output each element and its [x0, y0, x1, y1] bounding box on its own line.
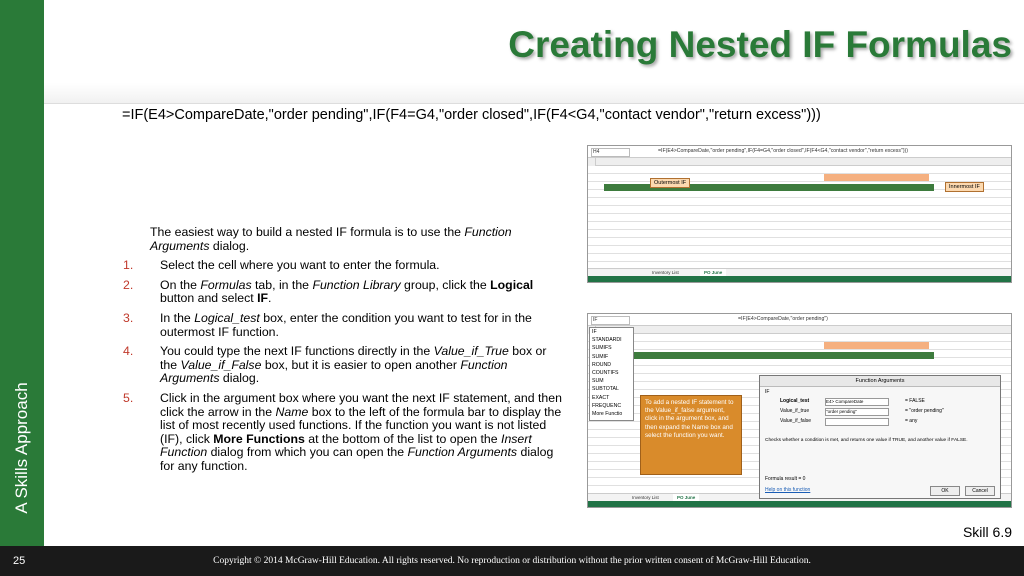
recent-functions-list	[589, 327, 634, 421]
function-item[interactable]: FREQUENC	[592, 402, 622, 409]
function-arguments-dialog	[759, 375, 1001, 499]
formula-bar	[588, 146, 1011, 158]
slide-title: Creating Nested IF Formulas	[508, 24, 1012, 65]
step-1: 1. Select the cell where you want to enter the formula.	[123, 258, 440, 273]
arg-label-value-if-true: Value_if_true	[780, 408, 810, 414]
step-4: 4. You could type the next IF functions directly in the Value_if_True box or the Value_if_False box, but it is easier to open another Function Arguments dialog.	[123, 344, 547, 386]
step-5: 5. Click in the argument box where you want the next IF statement, and then click the arrow in the Name box to the left of the formula bar to display the list of most recently used functions. If the function you want is not listed (IF), click More Functions at the bottom of the list to open the Insert Function dialog from which you can open the Function Arguments dialog for any function.	[123, 390, 562, 473]
sheet-tabs	[588, 268, 1011, 276]
dialog-description: Checks whether a condition is met, and returns one value if TRUE, and another value if FALSE.	[765, 438, 968, 443]
excel-screenshot-nested-if	[587, 145, 1012, 283]
arg-result: = "order pending"	[905, 408, 944, 414]
function-item[interactable]: SUM	[592, 378, 604, 385]
name-box: IF	[591, 316, 630, 325]
function-item[interactable]: COUNTIFS	[592, 370, 619, 377]
column-headers	[588, 158, 1011, 166]
callout-innermost-if: Innermost IF	[945, 182, 984, 192]
formula-example: =IF(E4>CompareDate,"order pending",IF(F4=G4,"order closed",IF(F4<G4,"contact vendor","return excess")))	[122, 107, 821, 123]
footer-bar	[0, 546, 1024, 576]
sidebar-text: A Skills Approach	[12, 382, 31, 514]
formula-bar-text: =IF(E4>CompareDate,"order pending")	[738, 316, 828, 322]
function-item[interactable]: SUBTOTAL	[592, 386, 619, 393]
formula-bar	[588, 314, 1011, 326]
arg-label-logical-test: Logical_test	[780, 398, 810, 404]
body-text	[123, 225, 564, 480]
skill-label: Skill 6.9	[962, 524, 1012, 540]
status-bar	[588, 276, 1011, 282]
highlight-cell	[824, 174, 929, 181]
formula-bar-text: =IF(E4>CompareDate,"order pending",IF(F4=G4,"order closed",IF(F4<G4,"contact vendor","return excess")))	[658, 148, 909, 154]
step-3: 3. In the Logical_test box, enter the condition you want to test for in the outermost IF function.	[123, 310, 532, 339]
arg-input-value-if-false[interactable]	[825, 418, 889, 426]
arg-input-logical-test[interactable]: E4> CompareDate	[825, 398, 889, 406]
ok-button[interactable]: OK	[930, 486, 960, 496]
dialog-function-name: IF	[765, 389, 770, 395]
help-link[interactable]: Help on this function	[765, 487, 811, 493]
arg-result: = FALSE	[905, 398, 925, 404]
title-rule	[44, 83, 1024, 104]
sheet-tab-po-june: PO June	[673, 494, 699, 501]
copyright-text: Copyright © 2014 McGraw-Hill Education. All rights reserved. No reproduction or distribution without the prior written consent of McGraw-Hill Education.	[213, 556, 811, 566]
function-item[interactable]: SUMIF	[592, 353, 609, 360]
highlight-cell	[824, 342, 929, 349]
table-header-row	[632, 352, 934, 359]
sheet-tab-po-june: PO June	[700, 269, 726, 276]
status-bar	[588, 501, 1011, 507]
function-item[interactable]: SUMIFS	[592, 345, 612, 352]
more-functions-item[interactable]: More Functio	[592, 411, 623, 418]
sheet-tab-inventory: Inventory List	[632, 495, 659, 500]
column-headers	[588, 326, 1011, 334]
arg-input-value-if-true[interactable]: "order pending"	[825, 408, 889, 416]
step-2: 2. On the Formulas tab, in the Function Library group, click the Logical button and select IF.	[123, 277, 534, 306]
intro-paragraph: The easiest way to build a nested IF formula is to use the Function Arguments dialog.	[150, 225, 512, 253]
function-item[interactable]: STANDARDI	[592, 337, 622, 344]
sidebar-band	[0, 0, 44, 546]
page-number: 25	[13, 555, 26, 567]
formula-result: Formula result = 0	[765, 476, 806, 482]
name-box: H4	[591, 148, 630, 157]
sheet-tab-inventory: Inventory List	[652, 270, 679, 275]
dialog-title: Function Arguments	[760, 376, 1000, 387]
function-item[interactable]: IF	[592, 329, 597, 335]
cancel-button[interactable]: Cancel	[965, 486, 995, 496]
arg-label-value-if-false: Value_if_false	[780, 418, 812, 424]
function-item[interactable]: EXACT	[592, 394, 610, 401]
arg-result: = any	[905, 418, 918, 424]
callout-outermost-if: Outermost IF	[650, 178, 690, 188]
function-item[interactable]: ROUND	[592, 361, 612, 368]
callout-nested-if-instructions: To add a nested IF statement to the Value_if_false argument, click in the argument box, and then expand the Name box and select the function you want.	[640, 395, 742, 475]
